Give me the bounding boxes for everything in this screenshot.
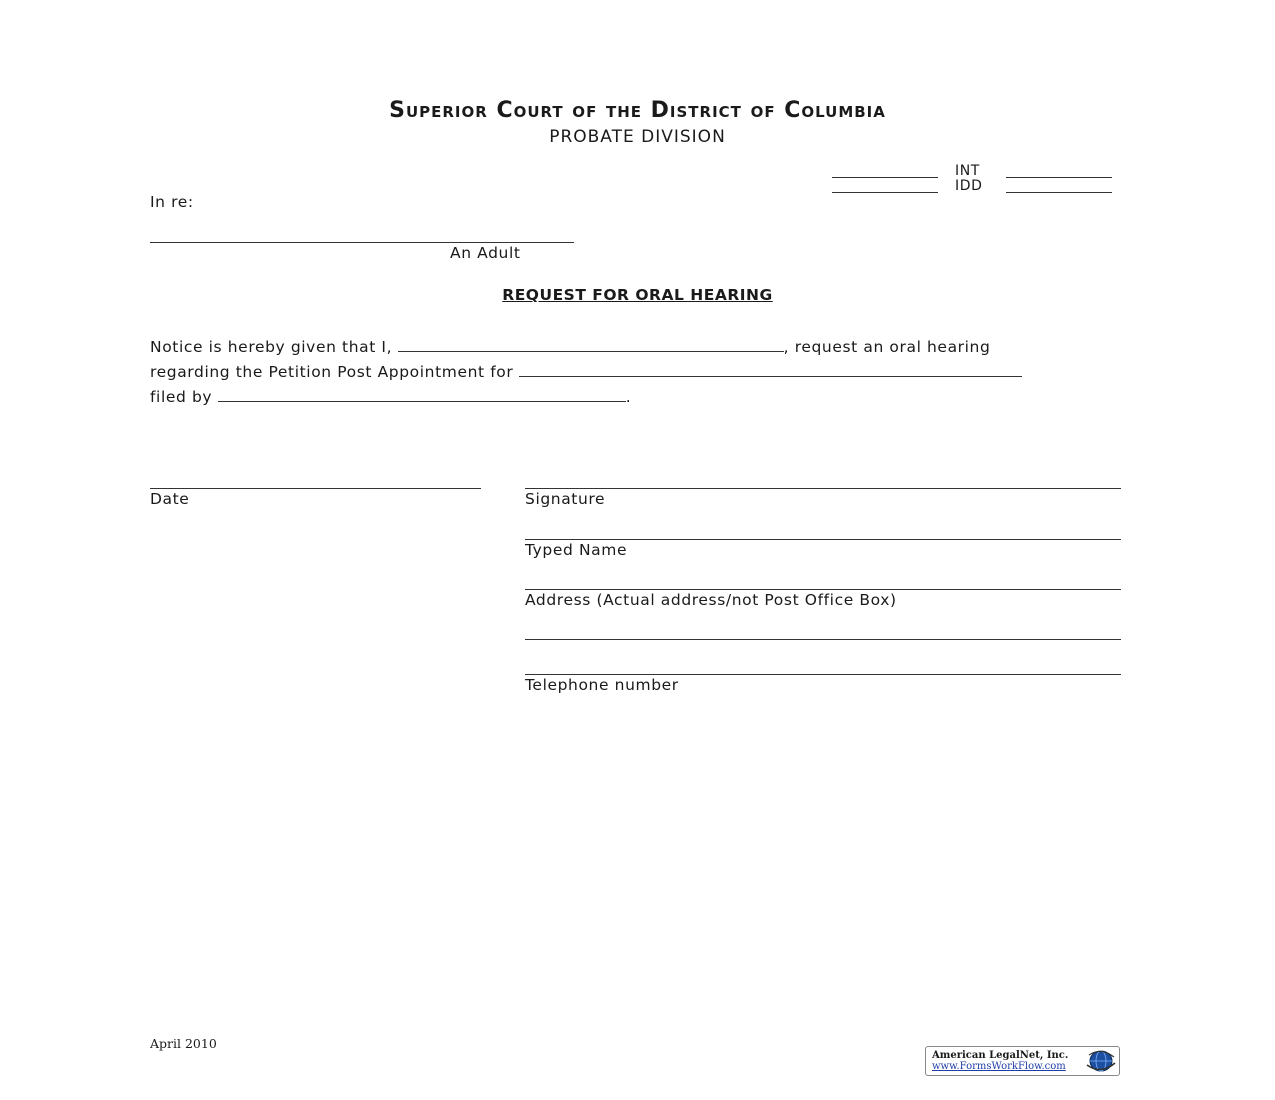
int-label: INT xyxy=(955,163,980,179)
telephone-blank[interactable] xyxy=(525,674,1121,675)
party-name-blank[interactable] xyxy=(150,242,574,243)
date-blank[interactable] xyxy=(150,488,481,489)
typed-name-blank[interactable] xyxy=(525,539,1121,540)
notice-line-2 xyxy=(150,362,1022,381)
form-revision-date: April 2010 xyxy=(150,1036,217,1051)
filed-by-blank[interactable] xyxy=(218,387,626,402)
typed-name-label: Typed Name xyxy=(525,541,628,559)
petition-subject-blank[interactable] xyxy=(519,362,1022,377)
notice-text-3-end: . xyxy=(625,388,632,406)
idd-left-blank[interactable] xyxy=(832,192,938,193)
idd-right-blank[interactable] xyxy=(1006,192,1112,193)
party-label: An Adult xyxy=(450,244,521,262)
division-title: PROBATE DIVISION xyxy=(549,127,726,147)
globe-icon xyxy=(1084,1049,1117,1073)
logo-company-name: American LegalNet, Inc. xyxy=(932,1050,1069,1061)
requester-name-blank[interactable] xyxy=(398,337,784,352)
address-line-2-blank[interactable] xyxy=(525,639,1121,640)
idd-label: IDD xyxy=(955,178,983,194)
legalnet-logo[interactable] xyxy=(925,1046,1120,1076)
court-title: Superior Court of the District of Columbia xyxy=(389,98,886,123)
notice-text-3: filed by xyxy=(150,388,213,406)
in-re-label: In re: xyxy=(150,193,194,211)
signature-blank[interactable] xyxy=(525,488,1121,489)
notice-text-1-end: , request an oral hearing xyxy=(783,338,991,356)
notice-text-1: Notice is hereby given that I, xyxy=(150,338,393,356)
logo-url-link[interactable]: www.FormsWorkFlow.com xyxy=(932,1061,1066,1072)
address-label: Address (Actual address/not Post Office Box) xyxy=(525,591,897,609)
notice-line-1 xyxy=(150,337,990,356)
notice-line-3 xyxy=(150,387,631,406)
int-right-blank[interactable] xyxy=(1006,177,1112,178)
telephone-label: Telephone number xyxy=(525,676,679,694)
notice-text-2: regarding the Petition Post Appointment for xyxy=(150,363,514,381)
form-heading: REQUEST FOR ORAL HEARING xyxy=(502,286,773,304)
signature-label: Signature xyxy=(525,490,606,508)
int-left-blank[interactable] xyxy=(832,177,938,178)
address-blank[interactable] xyxy=(525,589,1121,590)
date-label: Date xyxy=(150,490,190,508)
